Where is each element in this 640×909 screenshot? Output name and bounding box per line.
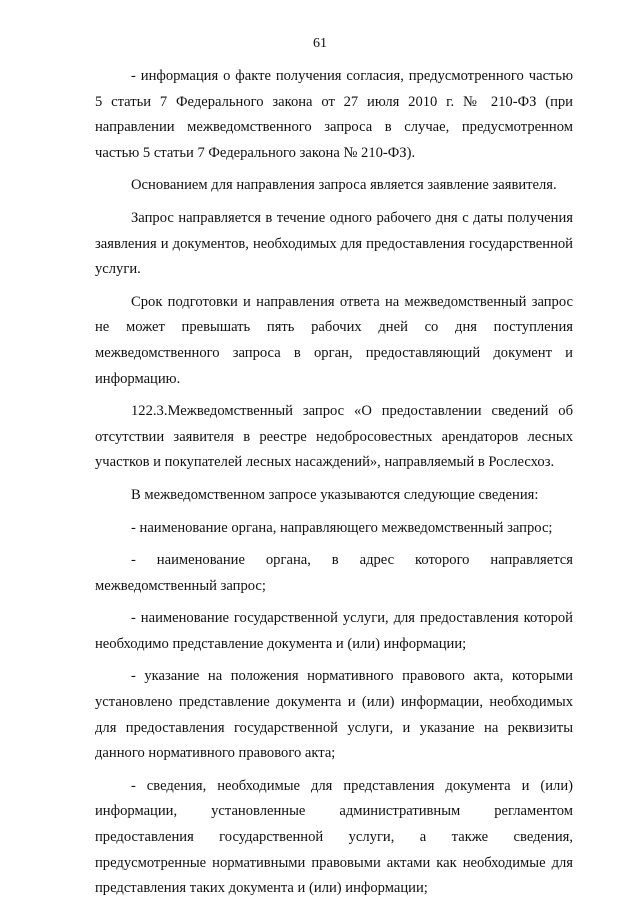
list-item-receiving-authority: - наименование органа, в адрес которого направляется межведомственный запрос; [95,552,573,594]
paragraph-request-basis: Основанием для направления запроса является заявление заявителя. [131,177,557,194]
list-item-legal-act-reference: - указание на положения нормативного правового акта, которыми установлено представление документа и (или) информации, необходимых для предоставления государственной услуги, и указание на реквизиты данного нормативного правового акта; [95,668,573,762]
list-item-sending-authority: - наименование органа, направляющего межведомственный запрос; [131,519,553,536]
list-item-required-information: - сведения, необходимые для представления документа и (или) информации, установленные административным регламентом предоставления государственной услуги, а также сведения, предусмотренные нормативными правовыми актами как необходимые для представления таких документа и (или) информации; [95,777,573,897]
paragraph-response-deadline: Срок подготовки и направления ответа на межведомственный запрос не может превышать пять рабочих дней со дня поступления межведомственного запроса в орган, предоставляющий документ и информацию. [95,293,573,387]
document-body [95,64,573,909]
page-number: 61 [313,36,327,51]
paragraph-consent-info: - информация о факте получения согласия, предусмотренного частью 5 статьи 7 Федерального закона от 27 июля 2010 г. № 210-ФЗ (при направлении межведомственного запроса в случае, предусмотренном частью 5 статьи 7 Федерального закона № 210-ФЗ). [95,68,573,161]
paragraph-request-deadline: Запрос направляется в течение одного рабочего дня с даты получения заявления и документов, необходимых для предоставления государственной услуги. [95,209,573,278]
paragraph-section-122-3: 122.3.Межведомственный запрос «О предоставлении сведений об отсутствии заявителя в реестре недобросовестных арендаторов лесных участков и покупателей лесных насаждений», направляемый в Рослесхоз. [95,403,573,471]
paragraph-request-contents-intro: В межведомственном запросе указываются следующие сведения: [131,486,539,503]
list-item-service-name: - наименование государственной услуги, для предоставления которой необходимо представление документа и (или) информации; [95,610,573,652]
